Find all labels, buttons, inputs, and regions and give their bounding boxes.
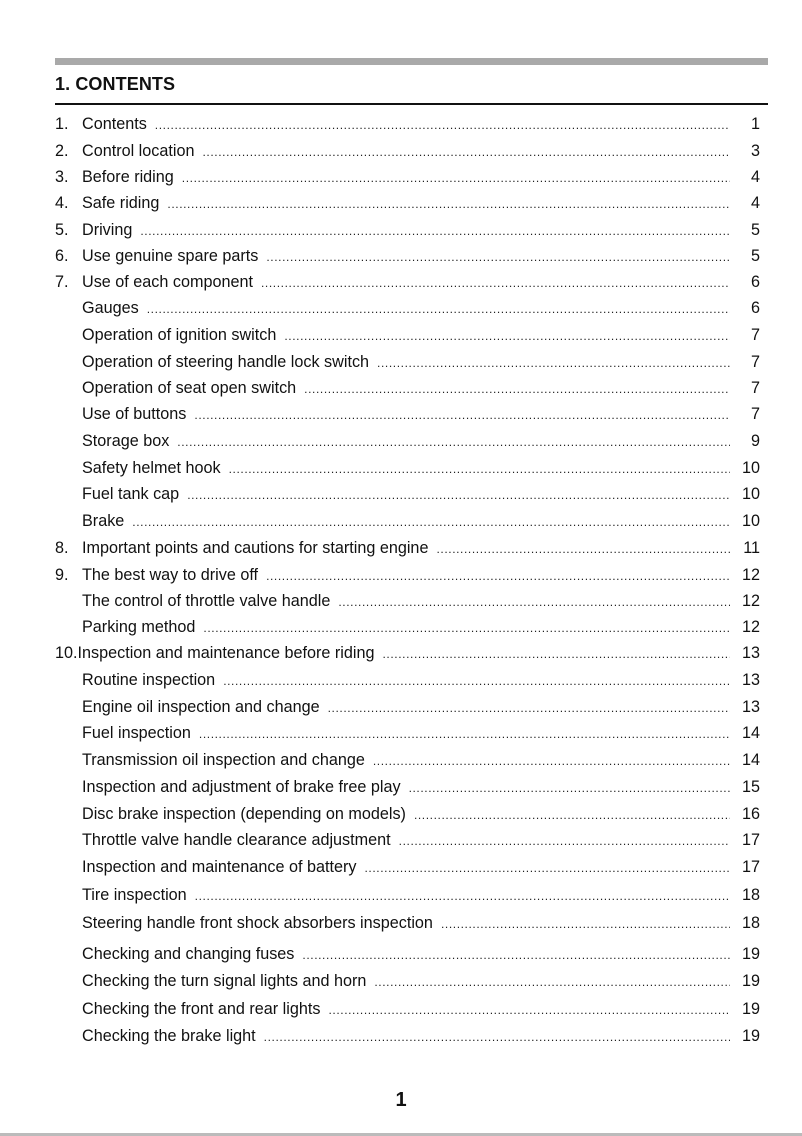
toc-entry-page: 17 xyxy=(741,831,760,849)
toc-entry xyxy=(55,352,760,372)
toc-entry-title: Throttle valve handle clearance adjustment xyxy=(82,831,391,849)
toc-dot-leader xyxy=(399,831,730,851)
toc-entry-page: 6 xyxy=(750,273,760,291)
toc-entry-title: Transmission oil inspection and change xyxy=(82,751,365,769)
toc-entry xyxy=(55,777,760,797)
toc-entry-number: 10. xyxy=(55,644,78,662)
toc-entry xyxy=(55,944,760,964)
toc-entry xyxy=(55,431,760,451)
toc-entry-title: Fuel tank cap xyxy=(82,485,180,503)
toc-entry-title: Operation of ignition switch xyxy=(82,326,277,344)
toc-entry xyxy=(55,378,760,398)
toc-dot-leader xyxy=(155,115,730,135)
toc-entry-page: 12 xyxy=(741,566,760,584)
toc-dot-leader xyxy=(199,724,730,744)
toc-entry-page: 10 xyxy=(741,512,760,530)
toc-entry-title: Before riding xyxy=(82,168,174,186)
toc-dot-leader xyxy=(203,618,730,638)
toc-entry xyxy=(55,723,760,743)
toc-entry-title: Fuel inspection xyxy=(82,724,191,742)
toc-entry-page: 13 xyxy=(741,698,760,716)
toc-entry-title: Brake xyxy=(82,512,125,530)
toc-entry xyxy=(55,750,760,770)
toc-dot-leader xyxy=(132,512,730,532)
toc-entry-title: Safe riding xyxy=(82,194,160,212)
toc-entry-title: Use genuine spare parts xyxy=(82,247,259,265)
toc-entry-page: 12 xyxy=(741,618,760,636)
toc-entry-page: 7 xyxy=(750,353,760,371)
heading-underline xyxy=(55,103,768,105)
toc-entry-page: 18 xyxy=(741,914,760,932)
toc-dot-leader xyxy=(194,405,730,425)
toc-entry xyxy=(55,220,760,240)
toc-dot-leader xyxy=(140,221,730,241)
toc-entry xyxy=(55,458,760,478)
toc-entry-title: Tire inspection xyxy=(82,886,187,904)
toc-entry-title: Parking method xyxy=(82,618,196,636)
toc-entry-page: 15 xyxy=(741,778,760,796)
toc-entry xyxy=(55,913,760,933)
toc-entry-number: 3. xyxy=(55,168,69,186)
toc-dot-leader xyxy=(187,485,730,505)
toc-entry-title: Inspection and maintenance of battery xyxy=(82,858,357,876)
toc-dot-leader xyxy=(266,247,730,267)
toc-dot-leader xyxy=(195,886,730,906)
toc-entry-title: Important points and cautions for starting engine xyxy=(82,539,429,557)
toc-dot-leader xyxy=(182,168,730,188)
toc-entry-title: Operation of seat open switch xyxy=(82,379,297,397)
toc-entry xyxy=(55,404,760,424)
toc-dot-leader xyxy=(373,751,730,771)
toc-entry-number: 7. xyxy=(55,273,69,291)
toc-dot-leader xyxy=(328,1000,730,1020)
toc-entry-page: 7 xyxy=(750,379,760,397)
toc-entry-page: 17 xyxy=(741,858,760,876)
toc-entry-page: 19 xyxy=(741,1027,760,1045)
toc-entry xyxy=(55,830,760,850)
toc-entry-title: Use of buttons xyxy=(82,405,187,423)
toc-entry xyxy=(55,114,760,134)
toc-entry-page: 18 xyxy=(741,886,760,904)
toc-dot-leader xyxy=(436,539,730,559)
toc-entry-page: 5 xyxy=(750,221,760,239)
toc-entry-page: 14 xyxy=(741,724,760,742)
toc-entry-title: Checking the turn signal lights and horn xyxy=(82,972,367,990)
toc-entry-page: 6 xyxy=(750,299,760,317)
top-gray-bar xyxy=(55,58,768,65)
toc-entry-page: 1 xyxy=(750,115,760,133)
toc-entry-page: 19 xyxy=(741,972,760,990)
toc-entry-number: 4. xyxy=(55,194,69,212)
toc-entry-page: 12 xyxy=(741,592,760,610)
toc-entry-page: 19 xyxy=(741,945,760,963)
toc-entry-number: 9. xyxy=(55,566,69,584)
toc-entry-page: 9 xyxy=(750,432,760,450)
toc-dot-leader xyxy=(414,805,730,825)
toc-dot-leader xyxy=(177,432,730,452)
toc-entry xyxy=(55,272,760,292)
toc-entry-page: 4 xyxy=(750,168,760,186)
toc-entry xyxy=(55,857,760,877)
toc-dot-leader xyxy=(409,778,730,798)
toc-entry xyxy=(55,167,760,187)
toc-entry-title: Storage box xyxy=(82,432,170,450)
toc-entry-page: 7 xyxy=(750,405,760,423)
toc-entry-title: Gauges xyxy=(82,299,139,317)
toc-entry xyxy=(55,511,760,531)
toc-entry-page: 11 xyxy=(743,539,760,557)
toc-entry xyxy=(55,193,760,213)
toc-entry-title: The control of throttle valve handle xyxy=(82,592,331,610)
toc-dot-leader xyxy=(284,326,730,346)
toc-dot-leader xyxy=(261,273,730,293)
page-number: 1 xyxy=(395,1089,407,1111)
toc-entry-title: Inspection and adjustment of brake free play xyxy=(82,778,401,796)
toc-entry-title: Use of each component xyxy=(82,273,253,291)
toc-entry-page: 3 xyxy=(750,142,760,160)
toc-entry xyxy=(55,697,760,717)
toc-entry-page: 13 xyxy=(741,644,760,662)
toc-entry-title: Inspection and maintenance before riding xyxy=(77,644,375,662)
toc-entry-number: 6. xyxy=(55,247,69,265)
toc-entry-number: 5. xyxy=(55,221,69,239)
toc-entry-page: 10 xyxy=(741,459,760,477)
toc-entry-page: 7 xyxy=(750,326,760,344)
toc-entry xyxy=(55,141,760,161)
toc-dot-leader xyxy=(374,972,730,992)
toc-entry xyxy=(55,643,760,663)
toc-entry xyxy=(55,885,760,905)
toc-dot-leader xyxy=(304,379,730,399)
toc-dot-leader xyxy=(441,914,730,934)
toc-entry xyxy=(55,670,760,690)
toc-dot-leader xyxy=(328,698,730,718)
toc-entry xyxy=(55,538,760,558)
toc-dot-leader xyxy=(266,566,730,586)
toc-entry-page: 4 xyxy=(750,194,760,212)
toc-entry xyxy=(55,1026,760,1046)
toc-entry-page: 13 xyxy=(741,671,760,689)
toc-dot-leader xyxy=(383,644,731,664)
toc-entry-title: Checking the front and rear lights xyxy=(82,1000,321,1018)
toc-dot-leader xyxy=(364,858,730,878)
toc-entry-title: Operation of steering handle lock switch xyxy=(82,353,370,371)
toc-dot-leader xyxy=(302,945,730,965)
toc-entry-title: Safety helmet hook xyxy=(82,459,221,477)
toc-entry xyxy=(55,999,760,1019)
toc-entry xyxy=(55,484,760,504)
toc-entry-title: Contents xyxy=(82,115,147,133)
toc-entry xyxy=(55,617,760,637)
toc-entry-page: 19 xyxy=(741,1000,760,1018)
toc-entry xyxy=(55,971,760,991)
toc-entry xyxy=(55,804,760,824)
toc-dot-leader xyxy=(223,671,730,691)
toc-entry-title: Disc brake inspection (depending on models) xyxy=(82,805,406,823)
toc-entry-title: Driving xyxy=(82,221,133,239)
toc-entry-page: 14 xyxy=(741,751,760,769)
toc-dot-leader xyxy=(147,299,730,319)
toc-entry xyxy=(55,246,760,266)
toc-dot-leader xyxy=(264,1027,730,1047)
toc-entry-page: 16 xyxy=(741,805,760,823)
toc-entry xyxy=(55,591,760,611)
toc-dot-leader xyxy=(229,459,730,479)
toc-entry-title: Routine inspection xyxy=(82,671,216,689)
toc-entry xyxy=(55,325,760,345)
toc-entry-title: Control location xyxy=(82,142,195,160)
toc-dot-leader xyxy=(377,353,730,373)
toc-entry-number: 8. xyxy=(55,539,69,557)
toc-entry-title: Checking the brake light xyxy=(82,1027,256,1045)
toc-entry-title: Steering handle front shock absorbers inspection xyxy=(82,914,433,932)
toc-entry-title: Engine oil inspection and change xyxy=(82,698,320,716)
toc-entry xyxy=(55,565,760,585)
toc-dot-leader xyxy=(202,142,730,162)
toc-entry-page: 5 xyxy=(750,247,760,265)
toc-entry-number: 1. xyxy=(55,115,69,133)
toc-entry-page: 10 xyxy=(741,485,760,503)
toc-entry-number: 2. xyxy=(55,142,69,160)
toc-entry-title: The best way to drive off xyxy=(82,566,259,584)
page-heading: 1. CONTENTS xyxy=(55,74,176,94)
toc-dot-leader xyxy=(338,592,730,612)
toc-entry xyxy=(55,298,760,318)
toc-entry-title: Checking and changing fuses xyxy=(82,945,295,963)
toc-dot-leader xyxy=(167,194,730,214)
